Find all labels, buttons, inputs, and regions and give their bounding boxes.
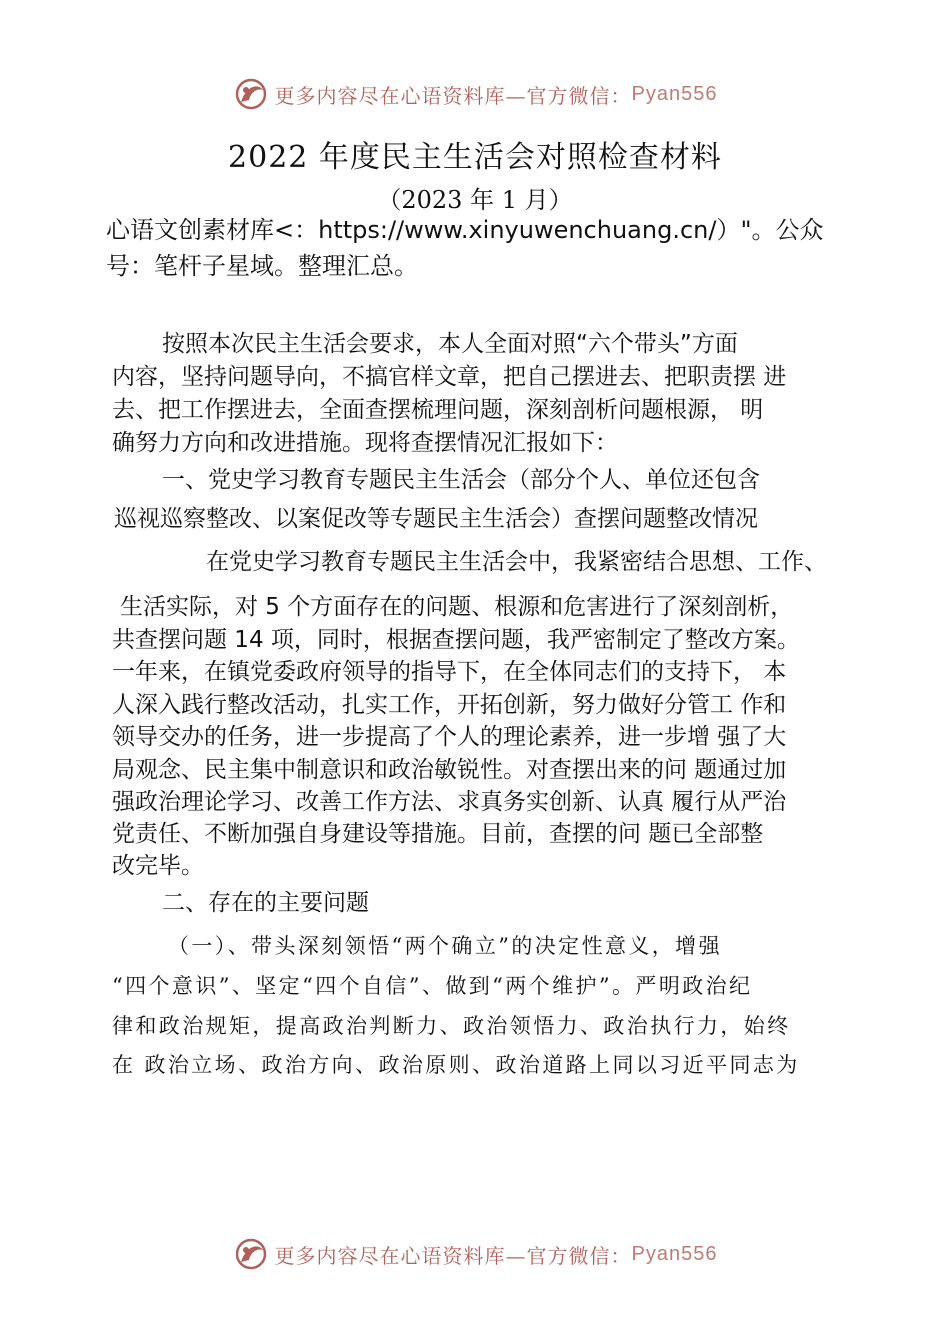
section1-body-line: 生活实际，对 5 个方面存在的问题、根源和危害进行了深刻剖析，: [120, 594, 794, 620]
intro-line: 内容，坚持问题导向，不搞官样文章，把自己摆进去、把职责摆 进: [112, 364, 787, 390]
section2-sub-line: 在 政治立场、政治方向、政治原则、政治道路上同以习近平同志为: [112, 1053, 800, 1077]
footer-banner: [0, 1232, 950, 1276]
section1-heading-line: 一、党史学习教育专题民主生活会（部分个人、单位还包含: [162, 467, 760, 493]
section1-body-line: 领导交办的任务，进一步提高了个人的理论素养，进一步增 强了大: [112, 724, 787, 750]
section2-sub-line: （一）、带头深刻领悟“两个确立”的决定性意义，增强: [168, 934, 722, 958]
intro-line: 按照本次民主生活会要求，本人全面对照“六个带头”方面: [162, 331, 738, 357]
intro-line: 去、把工作摆进去，全面查摆梳理问题，深刻剖析问题根源， 明: [112, 397, 764, 423]
section1-body-line: 强政治理论学习、改善工作方法、求真务实创新、认真 履行从严治: [112, 789, 787, 815]
section1-body-line: 改完毕。: [112, 853, 204, 879]
section1-body-line: 党责任、不断加强自身建设等措施。目前，查摆的问 题已全部整: [112, 821, 764, 847]
section2-sub-line: 律和政治规矩，提高政治判断力、政治领悟力、政治执行力，始终: [112, 1014, 791, 1038]
banner-wechat-id: Pyan556: [631, 82, 718, 105]
section1-body-line: 一年来，在镇党委政府领导的指导下，在全体同志们的支持下， 本: [112, 659, 787, 685]
banner-text: 更多内容尽在心语资料库—官方微信：: [274, 83, 632, 108]
banner-text: 更多内容尽在心语资料库—官方微信：: [274, 1243, 632, 1268]
header-banner: [0, 72, 950, 116]
section1-body-line: 人深入践行整改活动，扎实工作，开拓创新，努力做好分管工 作和: [112, 692, 787, 718]
section1-body-line: 局观念、民主集中制意识和政治敏锐性。对查摆出来的问 题通过加: [112, 757, 787, 783]
section1-body-line: 共查摆问题 14 项，同时，根据查摆问题，我严密制定了整改方案。: [112, 627, 800, 653]
intro-line: 确努力方向和改进措施。现将查摆情况汇报如下：: [112, 430, 618, 456]
section2-heading: 二、存在的主要问题: [162, 890, 369, 916]
section1-body-line: 在党史学习教育专题民主生活会中，我紧密结合思想、工作、: [206, 549, 827, 575]
source-line: 心语文创素材库<：https://www.xinyuwenchuang.cn/）"。公众: [106, 216, 824, 244]
document-date: （2023 年 1 月）: [377, 186, 573, 214]
swirl-logo-icon: [233, 76, 269, 112]
section1-heading-line: 巡视巡察整改、以案促改等专题民主生活会）查摆问题整改情况: [114, 506, 758, 532]
source-line: 号：笔杆子星域。整理汇总。: [106, 252, 418, 280]
document-title: 2022 年度民主生活会对照检查材料: [228, 140, 722, 175]
swirl-logo-icon: [233, 1236, 269, 1272]
banner-wechat-id: Pyan556: [631, 1242, 718, 1265]
section2-sub-line: “四个意识”、坚定“四个自信”、做到“两个维护”。严明政治纪: [112, 974, 753, 998]
